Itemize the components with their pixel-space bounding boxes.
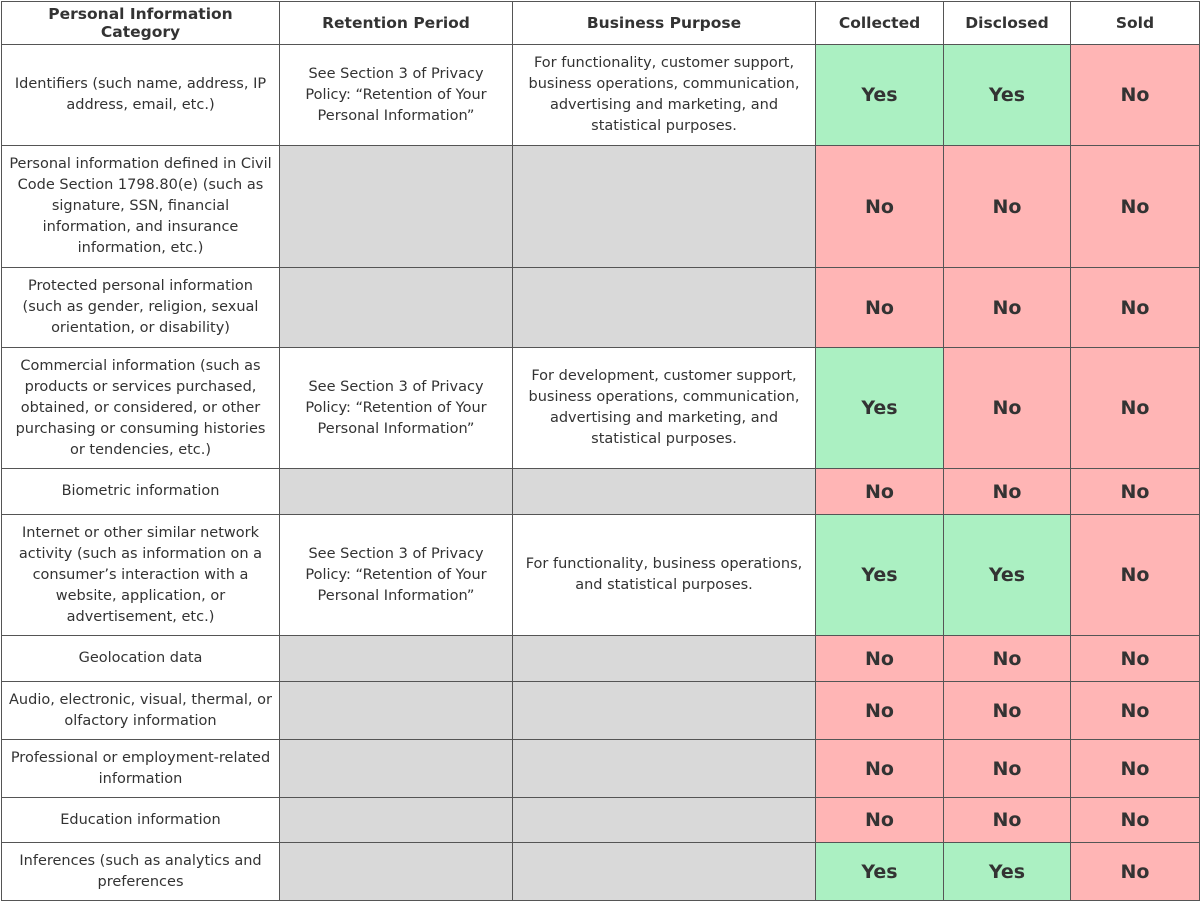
table-row — [2, 515, 1200, 636]
table-row — [2, 636, 1200, 682]
table-row — [2, 740, 1200, 798]
header-disclosed: Disclosed — [944, 2, 1071, 45]
sold-cell: No — [1071, 798, 1200, 843]
sold-cell: No — [1071, 469, 1200, 515]
disclosed-cell: No — [944, 682, 1071, 740]
table-row — [2, 146, 1200, 268]
table-row — [2, 469, 1200, 515]
collected-cell: Yes — [816, 843, 944, 901]
purpose-cell — [513, 268, 816, 348]
category-cell: Protected personal information (such as gender, religion, sexual orientation, or disability) — [2, 268, 280, 348]
purpose-cell — [513, 740, 816, 798]
sold-cell: No — [1071, 682, 1200, 740]
sold-cell: No — [1071, 843, 1200, 901]
collected-cell: No — [816, 268, 944, 348]
collected-cell: Yes — [816, 45, 944, 146]
purpose-cell — [513, 146, 816, 268]
retention-cell — [280, 636, 513, 682]
retention-cell — [280, 469, 513, 515]
table-row — [2, 843, 1200, 901]
collected-cell: No — [816, 636, 944, 682]
collected-cell: No — [816, 469, 944, 515]
retention-cell — [280, 682, 513, 740]
retention-cell: See Section 3 of Privacy Policy: “Retention of Your Personal Information” — [280, 348, 513, 469]
header-sold: Sold — [1071, 2, 1200, 45]
category-cell: Education information — [2, 798, 280, 843]
purpose-cell — [513, 469, 816, 515]
table-row — [2, 798, 1200, 843]
retention-cell — [280, 798, 513, 843]
sold-cell: No — [1071, 146, 1200, 268]
category-cell: Biometric information — [2, 469, 280, 515]
sold-cell: No — [1071, 45, 1200, 146]
disclosed-cell: No — [944, 740, 1071, 798]
table-row — [2, 45, 1200, 146]
retention-cell — [280, 268, 513, 348]
purpose-cell — [513, 682, 816, 740]
category-cell: Commercial information (such as products or services purchased, obtained, or considered, or other purchasing or consuming histories or tendencies, etc.) — [2, 348, 280, 469]
purpose-cell — [513, 843, 816, 901]
sold-cell: No — [1071, 348, 1200, 469]
category-cell: Inferences (such as analytics and preferences — [2, 843, 280, 901]
privacy-disclosure-table — [1, 1, 1200, 901]
disclosed-cell: Yes — [944, 515, 1071, 636]
category-cell: Professional or employment-related information — [2, 740, 280, 798]
disclosed-cell: No — [944, 268, 1071, 348]
purpose-cell — [513, 636, 816, 682]
sold-cell: No — [1071, 636, 1200, 682]
category-cell: Audio, electronic, visual, thermal, or olfactory information — [2, 682, 280, 740]
collected-cell: Yes — [816, 348, 944, 469]
table-row — [2, 682, 1200, 740]
retention-cell — [280, 740, 513, 798]
disclosed-cell: Yes — [944, 843, 1071, 901]
header-retention-period: Retention Period — [280, 2, 513, 45]
purpose-cell: For development, customer support, business operations, communication, advertising and marketing, and statistical purposes. — [513, 348, 816, 469]
purpose-cell — [513, 798, 816, 843]
table-row — [2, 348, 1200, 469]
collected-cell: No — [816, 682, 944, 740]
purpose-cell: For functionality, business operations, and statistical purposes. — [513, 515, 816, 636]
collected-cell: No — [816, 146, 944, 268]
sold-cell: No — [1071, 268, 1200, 348]
disclosed-cell: No — [944, 348, 1071, 469]
category-cell: Internet or other similar network activity (such as information on a consumer’s interaction with a website, application, or advertisement, etc.) — [2, 515, 280, 636]
retention-cell — [280, 146, 513, 268]
retention-cell: See Section 3 of Privacy Policy: “Retention of Your Personal Information” — [280, 45, 513, 146]
collected-cell: Yes — [816, 515, 944, 636]
retention-cell: See Section 3 of Privacy Policy: “Retention of Your Personal Information” — [280, 515, 513, 636]
disclosed-cell: No — [944, 146, 1071, 268]
sold-cell: No — [1071, 740, 1200, 798]
table-row — [2, 268, 1200, 348]
retention-cell — [280, 843, 513, 901]
collected-cell: No — [816, 798, 944, 843]
header-collected: Collected — [816, 2, 944, 45]
category-cell: Personal information defined in Civil Code Section 1798.80(e) (such as signature, SSN, financial information, and insurance information, etc.) — [2, 146, 280, 268]
disclosed-cell: No — [944, 636, 1071, 682]
disclosed-cell: No — [944, 469, 1071, 515]
sold-cell: No — [1071, 515, 1200, 636]
header-business-purpose: Business Purpose — [513, 2, 816, 45]
header-category: Personal Information Category — [2, 2, 280, 45]
disclosed-cell: No — [944, 798, 1071, 843]
disclosed-cell: Yes — [944, 45, 1071, 146]
header-row — [2, 2, 1200, 45]
category-cell: Identifiers (such name, address, IP address, email, etc.) — [2, 45, 280, 146]
category-cell: Geolocation data — [2, 636, 280, 682]
collected-cell: No — [816, 740, 944, 798]
purpose-cell: For functionality, customer support, business operations, communication, advertising and marketing, and statistical purposes. — [513, 45, 816, 146]
